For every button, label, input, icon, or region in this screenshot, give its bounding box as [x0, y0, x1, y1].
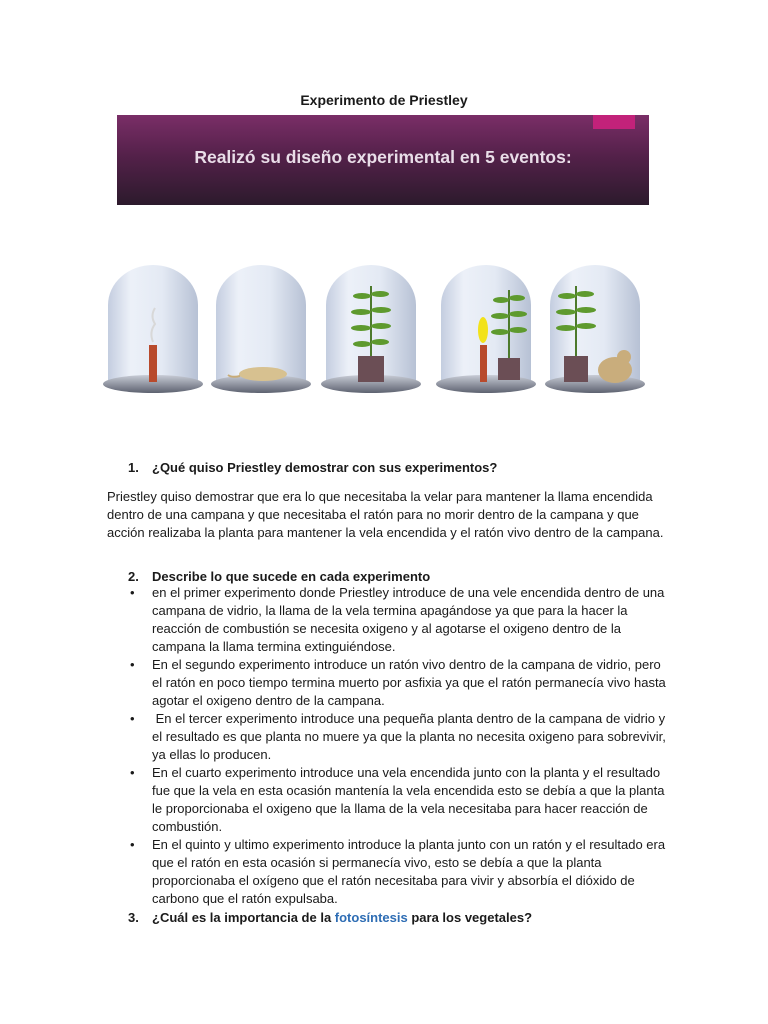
slide-banner [117, 115, 649, 205]
jar-plant [321, 265, 421, 393]
bullet-marker: • [130, 657, 135, 672]
banner-accent [593, 115, 635, 129]
jar-plant-mouse [545, 265, 645, 393]
jar-candle-plant [436, 265, 536, 393]
list-item [128, 710, 668, 764]
answer-1-paragraph: Priestley quiso demostrar que era lo que necesitaba la velar para mantener la llama encendida dentro de una campana y que necesitaba el ratón para no morir dentro de la campana y que acción realizaba la planta para mantener la vela encendida y el ratón vivo dentro de la campana. [107, 489, 664, 540]
list-item-text: En el cuarto experimento introduce una vela encendida junto con la planta y el resultado fue que la vela en esta ocasión mantenía la vela encendida esto se debía a que la planta le proporcionaba el oxigeno que la llama de la vela necesitaba para hacer reacción de combustión. [152, 765, 665, 834]
question-1-number: 1. [128, 460, 139, 475]
question-3-text-after: para los vegetales? [407, 910, 533, 925]
list-item [128, 836, 668, 908]
jar-mouse [211, 265, 311, 393]
question-3-number: 3. [128, 910, 139, 925]
document-title: Experimento de Priestley [300, 92, 468, 108]
list-item [128, 764, 668, 836]
question-2-number: 2. [128, 569, 139, 584]
list-item [128, 656, 668, 710]
experiment-figure [100, 115, 652, 425]
question-2-text: Describe lo que sucede en cada experimento [152, 569, 431, 584]
question-3-text [152, 910, 532, 925]
list-item-text: En el quinto y ultimo experimento introduce la planta junto con un ratón y el resultado era que el ratón en esta ocasión si permanecía vivo, esto se debía a que la planta proporcionaba el oxígeno que el ratón necesitaba para vivir y absorbía el dióxido de carbono que el ratón expulsaba. [152, 837, 666, 906]
photosynthesis-link[interactable]: fotosíntesis [334, 910, 408, 925]
banner-text: Realizó su diseño experimental en 5 eventos: [194, 147, 572, 167]
jar-candle [103, 265, 203, 393]
question-1-text: ¿Qué quiso Priestley demostrar con sus experimentos? [152, 460, 498, 475]
list-item-text: En el tercer experimento introduce una pequeña planta dentro de la campana de vidrio y el resultado es que planta no muere ya que la planta no necesita oxigeno para sobrevivir, ya ellas lo producen. [152, 711, 670, 762]
bullet-marker: • [130, 765, 135, 780]
list-item-text: En el segundo experimento introduce un ratón vivo dentro de la campana de vidrio, pero el ratón en poco tiempo termina muerto por asfixia ya que el ratón permanecía vivo hasta agotar el oxigeno dentro de la campana. [152, 657, 666, 708]
question-3-text-before: ¿Cuál es la importancia de la [152, 910, 335, 925]
experiment-bullet-list [128, 584, 668, 908]
list-item-text: en el primer experimento donde Priestley introduce de una vele encendida dentro de una campana de vidrio, la llama de la vela termina apagándose ya que para la hacer la reacción de combustión se necesita oxigeno y al agotarse el oxigeno dentro de la campana la llama termina extinguiéndose. [152, 585, 665, 654]
bullet-marker: • [130, 585, 135, 600]
bell-jars-illustration [100, 260, 652, 430]
list-item [128, 584, 668, 656]
bullet-marker: • [130, 837, 135, 852]
bullet-marker: • [130, 711, 135, 726]
